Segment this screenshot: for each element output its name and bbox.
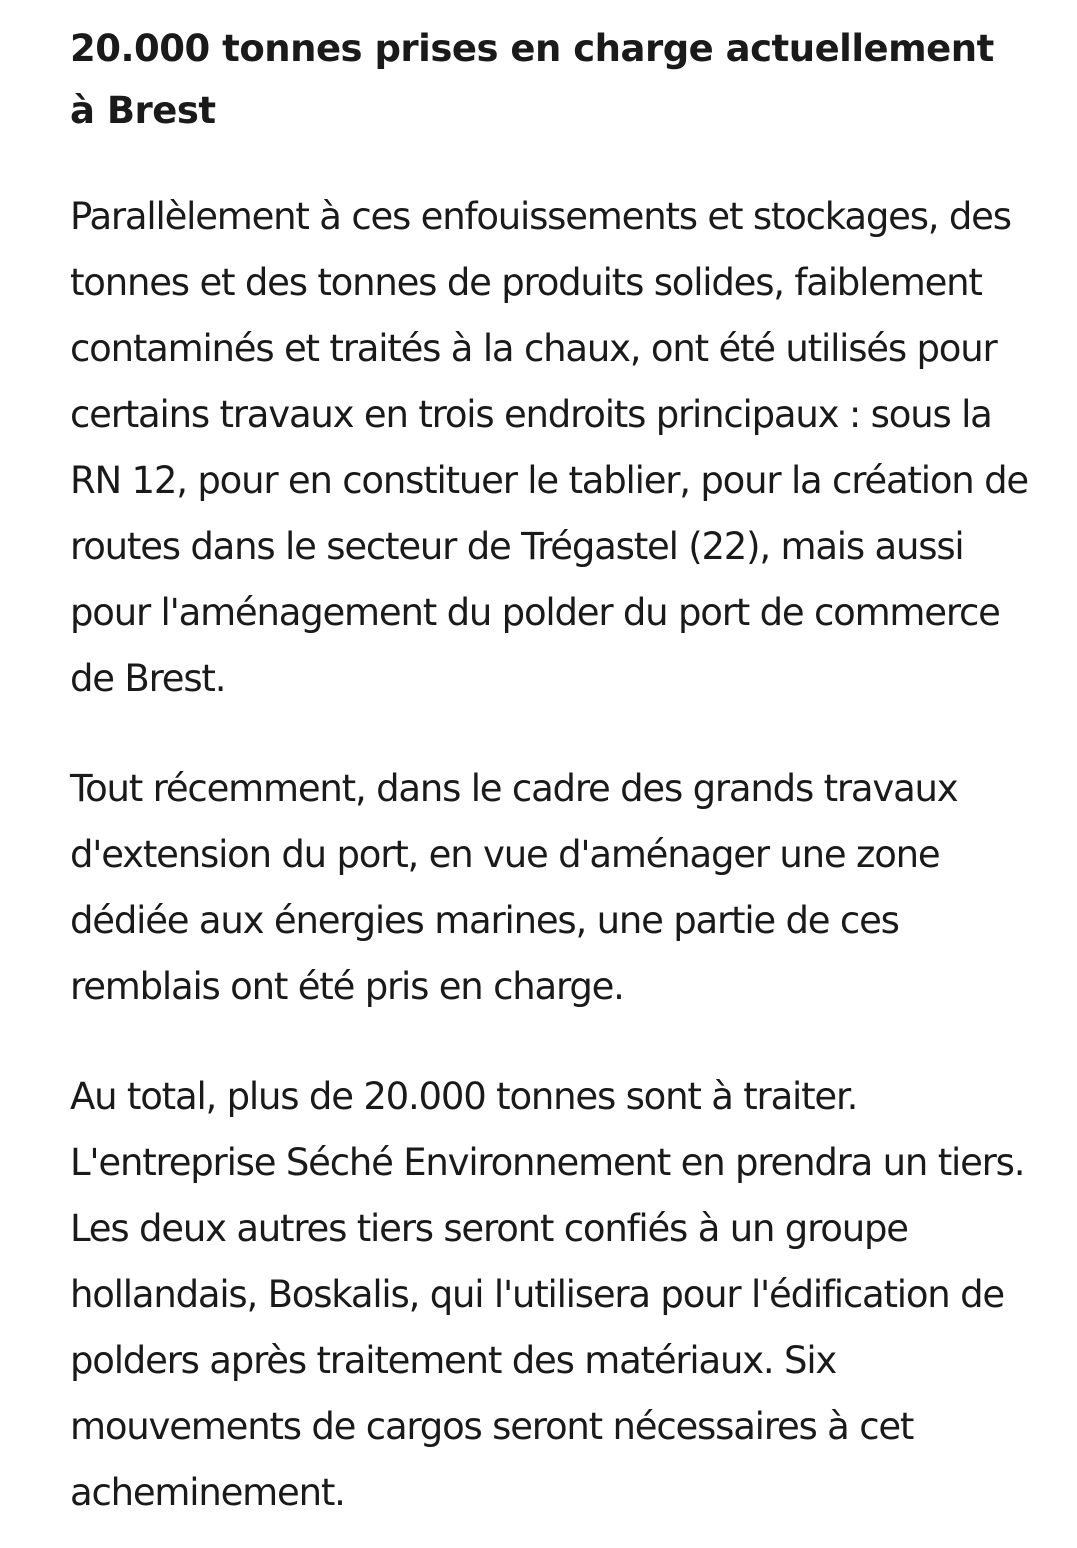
paragraph-3: Au total, plus de 20.000 tonnes sont à traiter. L'entreprise Séché Environnement en prendra un tiers. Les deux autres tiers seront confiés à un groupe hollandais, Boskalis, qui l'utilisera pour l'édification de polders après traitement des matériaux. Six mouvements de cargos seront nécessaires à cet acheminement. <box>70 1075 1025 1514</box>
article-body <box>70 18 1030 1526</box>
section-heading: 20.000 tonnes prises en charge actuellement à Brest <box>70 27 994 132</box>
paragraph-1: Parallèlement à ces enfouissements et stockages, des tonnes et des tonnes de produits solides, faiblement contaminés et traités à la chaux, ont été utilisés pour certains travaux en trois endroits principaux : sous la RN 12, pour en constituer le tablier, pour la création de routes dans le secteur de Trégastel (22), mais aussi pour l'aménagement du polder du port de commerce de Brest. <box>70 195 1028 700</box>
paragraph-2: Tout récemment, dans le cadre des grands travaux d'extension du port, en vue d'aménager une zone dédiée aux énergies marines, une partie de ces remblais ont été pris en charge. <box>70 767 958 1008</box>
